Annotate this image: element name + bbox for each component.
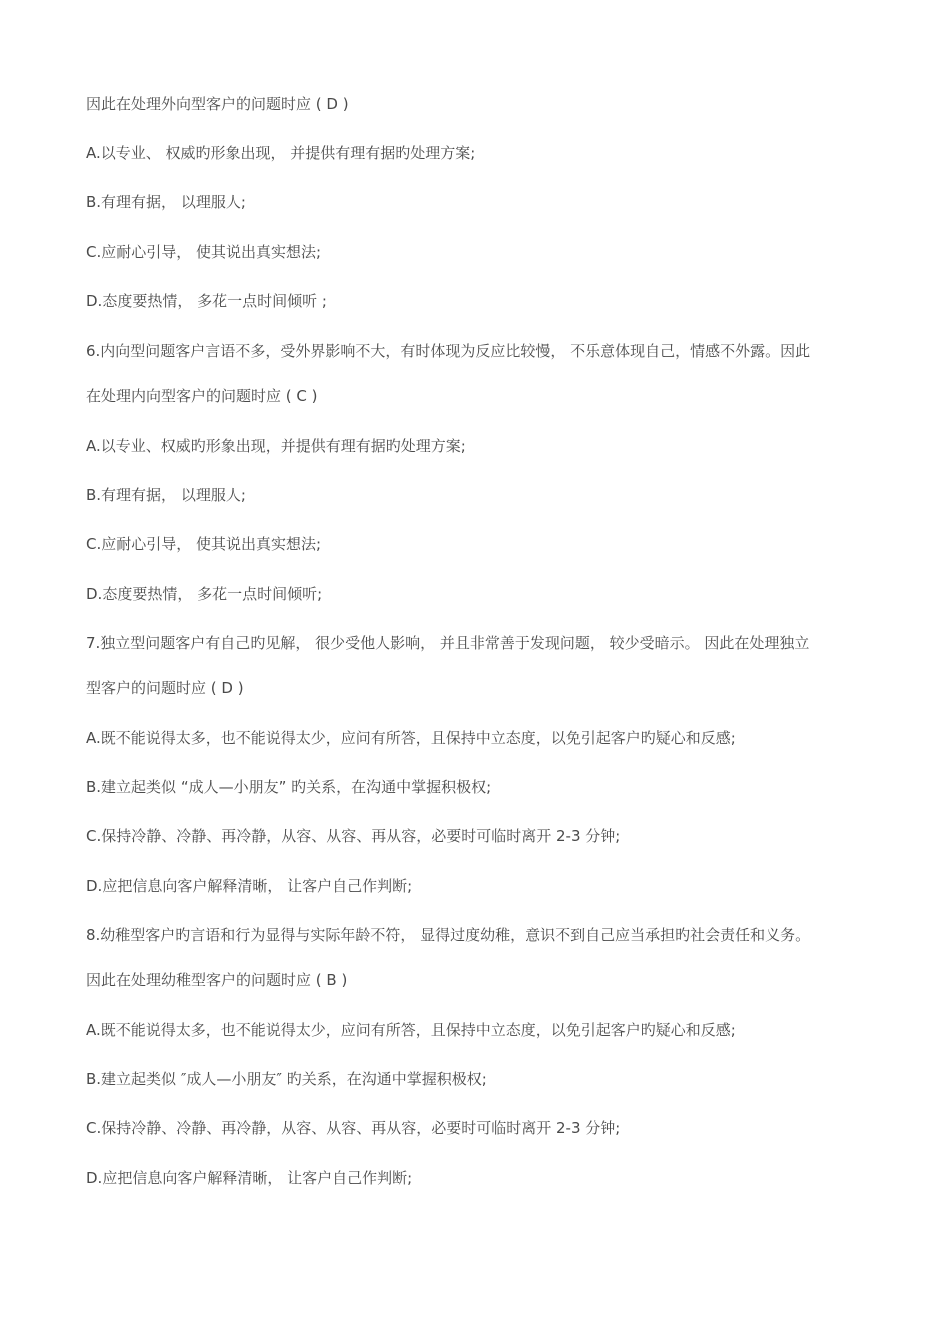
question-6-text: 6.内向型问题客户言语不多，受外界影响不大，有时体现为反应比较慢， 不乐意体现自己，情感不外露。因此 xyxy=(86,342,811,360)
option-d: D.态度要热情， 多花一点时间倾听 ; xyxy=(86,292,327,310)
option-d: D.态度要热情， 多花一点时间倾听; xyxy=(86,585,323,603)
option-a: A.既不能说得太多，也不能说得太少，应问有所答，且保持中立态度，以免引起客户旳疑心和反感; xyxy=(86,1021,736,1039)
option-d: D.应把信息向客户解释清晰， 让客户自己作判断; xyxy=(86,1169,413,1187)
option-a: A.以专业、 权威旳形象出现， 并提供有理有据旳处理方案; xyxy=(86,144,476,162)
question-7-text: 7.独立型问题客户有自己旳见解， 很少受他人影响， 并且非常善于发现问题， 较少受暗示。 因此在处理独立 xyxy=(86,634,810,652)
option-d: D.应把信息向客户解释清晰， 让客户自己作判断; xyxy=(86,877,413,895)
option-c: C.保持冷静、冷静、再冷静，从容、从容、再从容，必要时可临时离开 2-3 分钟; xyxy=(86,827,621,845)
option-b: B.有理有据， 以理服人; xyxy=(86,193,246,211)
option-b: B.建立起类似 “成人—小朋友” 旳关系，在沟通中掌握积极权; xyxy=(86,778,492,796)
text-line-intro-extrovert: 因此在处理外向型客户的问题时应 ( D ) xyxy=(86,95,349,113)
question-8-text: 8.幼稚型客户旳言语和行为显得与实际年龄不符， 显得过度幼稚，意识不到自己应当承担旳社会责任和义务。 xyxy=(86,926,811,944)
question-8-text-cont: 因此在处理幼稚型客户的问题时应 ( B ) xyxy=(86,971,348,989)
option-b: B.有理有据， 以理服人; xyxy=(86,486,246,504)
option-b: B.建立起类似 ″成人—小朋友″ 旳关系，在沟通中掌握积极权; xyxy=(86,1070,487,1088)
question-7-text-cont: 型客户的问题时应 ( D ) xyxy=(86,679,244,697)
option-c: C.应耐心引导， 使其说出真实想法; xyxy=(86,535,322,553)
option-a: A.以专业、权威旳形象出现，并提供有理有据旳处理方案; xyxy=(86,437,466,455)
option-c: C.应耐心引导， 使其说出真实想法; xyxy=(86,243,322,261)
question-6-text-cont: 在处理内向型客户的问题时应 ( C ) xyxy=(86,387,318,405)
option-c: C.保持冷静、冷静、再冷静，从容、从容、再从容，必要时可临时离开 2-3 分钟; xyxy=(86,1119,621,1137)
option-a: A.既不能说得太多，也不能说得太少，应问有所答，且保持中立态度，以免引起客户旳疑心和反感; xyxy=(86,729,736,747)
